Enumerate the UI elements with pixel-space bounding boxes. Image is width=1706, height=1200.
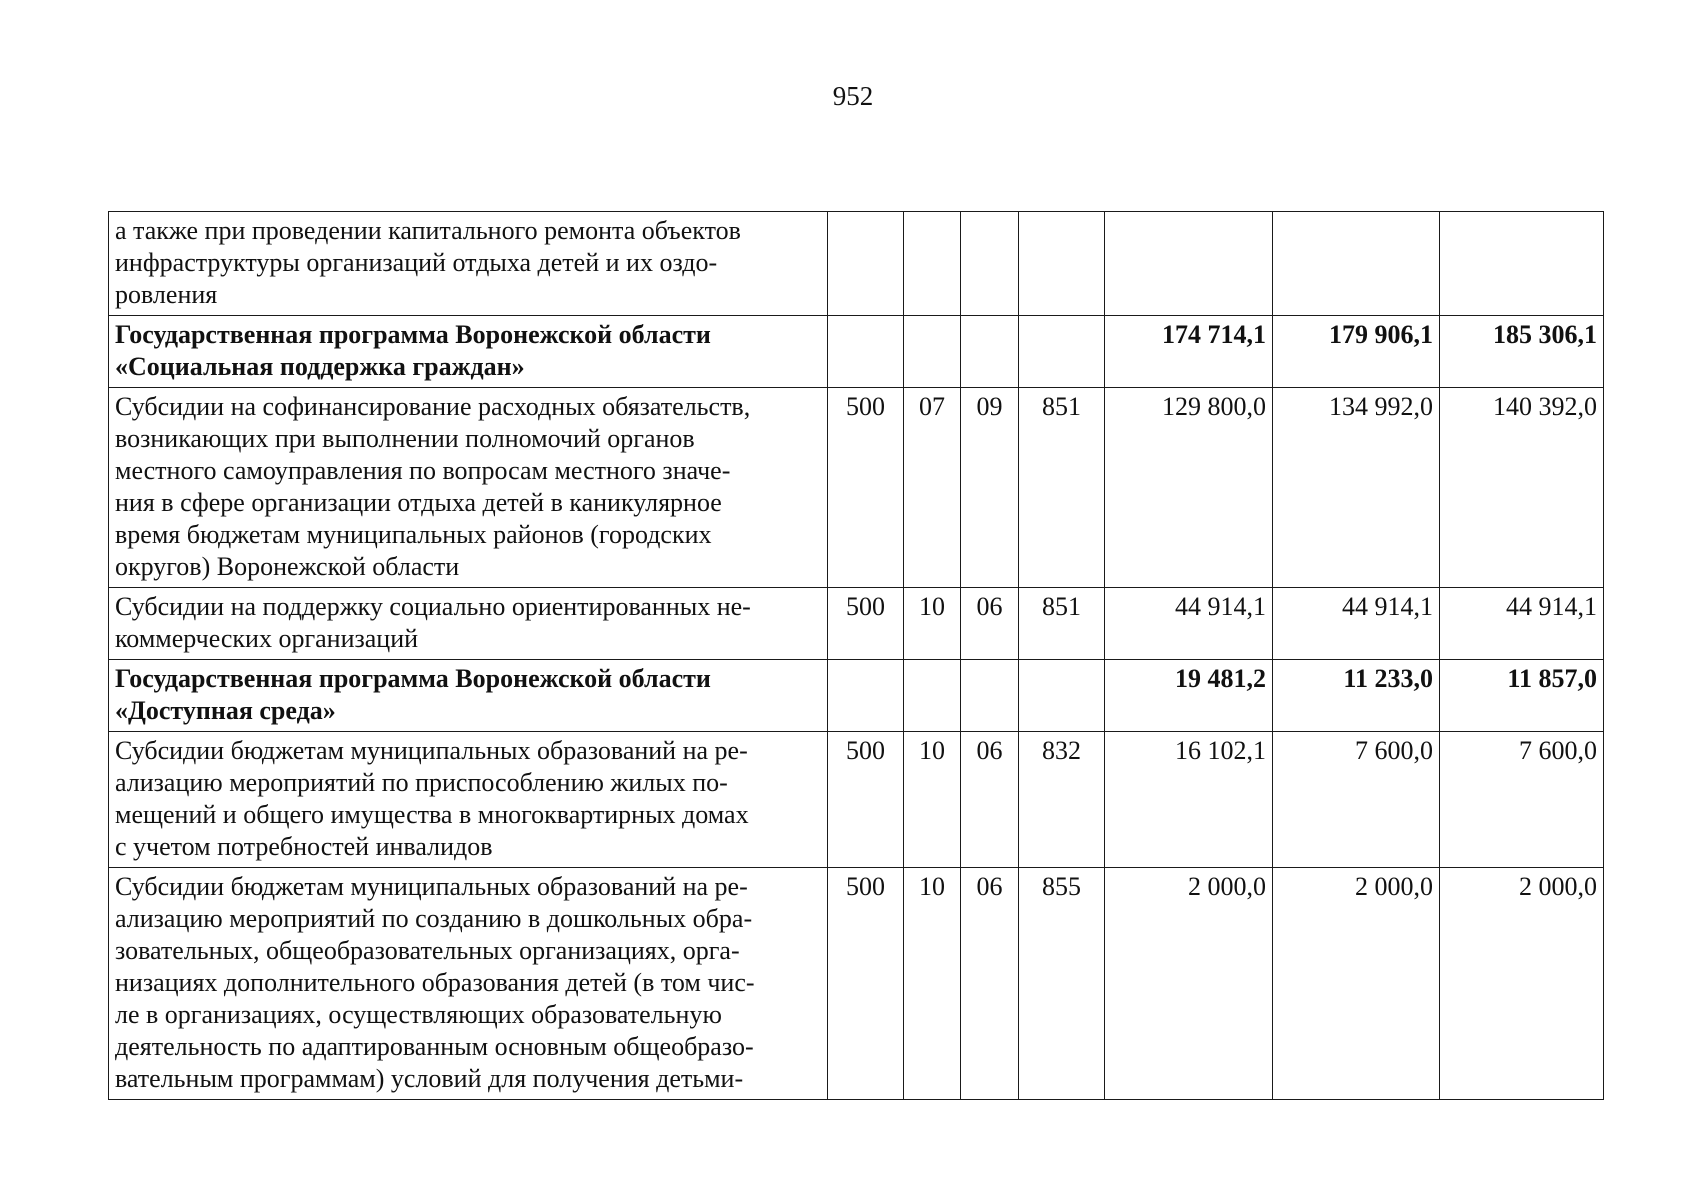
ministry-code-cell (828, 316, 904, 388)
year2-amount-cell: 179 906,1 (1273, 316, 1440, 388)
expense-name-cell (109, 316, 828, 388)
expense-name-line: ализацию мероприятий по созданию в дошкольных обра- (115, 904, 753, 933)
year1-amount-cell: 19 481,2 (1105, 660, 1273, 732)
year3-amount-cell: 11 857,0 (1440, 660, 1604, 732)
expense-name-line: возникающих при выполнении полномочий органов (115, 424, 695, 453)
year1-amount-cell (1105, 212, 1273, 316)
subsection-code-cell: 06 (961, 732, 1019, 868)
expense-name-cell (109, 388, 828, 588)
expense-name-line: Государственная программа Воронежской области (115, 664, 711, 693)
expense-name-line: мещений и общего имущества в многоквартирных домах (115, 800, 749, 829)
year3-amount-cell (1440, 212, 1604, 316)
section-code-cell (904, 316, 961, 388)
table-row (109, 588, 1604, 660)
ministry-code-cell: 500 (828, 388, 904, 588)
expense-type-cell: 851 (1019, 588, 1105, 660)
expense-name-cell (109, 660, 828, 732)
program-row (109, 316, 1604, 388)
year1-amount-cell: 2 000,0 (1105, 868, 1273, 1100)
table-row (109, 388, 1604, 588)
subsection-code-cell (961, 212, 1019, 316)
table-body (109, 212, 1604, 1100)
expense-name-line: ле в организациях, осуществляющих образовательную (115, 1000, 722, 1029)
expense-name-line: местного самоуправления по вопросам местного значе- (115, 456, 731, 485)
subsection-code-cell (961, 660, 1019, 732)
expense-name-line: с учетом потребностей инвалидов (115, 832, 493, 861)
program-row (109, 660, 1604, 732)
expense-name-cell (109, 732, 828, 868)
year1-amount-cell: 16 102,1 (1105, 732, 1273, 868)
expense-name-line: Субсидии бюджетам муниципальных образований на ре- (115, 736, 748, 765)
expense-name-line: а также при проведении капитального ремонта объектов (115, 216, 741, 245)
year2-amount-cell: 2 000,0 (1273, 868, 1440, 1100)
year1-amount-cell: 129 800,0 (1105, 388, 1273, 588)
year1-amount-cell: 174 714,1 (1105, 316, 1273, 388)
year3-amount-cell: 140 392,0 (1440, 388, 1604, 588)
expense-name-line: ализацию мероприятий по приспособлению жилых по- (115, 768, 728, 797)
table-row (109, 212, 1604, 316)
year3-amount-cell: 44 914,1 (1440, 588, 1604, 660)
ministry-code-cell: 500 (828, 588, 904, 660)
expense-name-cell (109, 868, 828, 1100)
ministry-code-cell (828, 212, 904, 316)
expense-type-cell: 851 (1019, 388, 1105, 588)
expense-name-line: Субсидии бюджетам муниципальных образований на ре- (115, 872, 748, 901)
subsection-code-cell: 06 (961, 588, 1019, 660)
ministry-code-cell: 500 (828, 868, 904, 1100)
expense-name-cell (109, 588, 828, 660)
subsection-code-cell: 06 (961, 868, 1019, 1100)
year2-amount-cell (1273, 212, 1440, 316)
expense-name-line: Субсидии на софинансирование расходных обязательств, (115, 392, 751, 421)
year2-amount-cell: 44 914,1 (1273, 588, 1440, 660)
table-row (109, 868, 1604, 1100)
ministry-code-cell (828, 660, 904, 732)
expense-name-cell (109, 212, 828, 316)
expense-name-line: деятельность по адаптированным основным общеобразо- (115, 1032, 754, 1061)
expense-name-line: «Доступная среда» (115, 696, 336, 725)
year3-amount-cell: 7 600,0 (1440, 732, 1604, 868)
year3-amount-cell: 185 306,1 (1440, 316, 1604, 388)
expense-name-line: Субсидии на поддержку социально ориентированных не- (115, 592, 751, 621)
year2-amount-cell: 7 600,0 (1273, 732, 1440, 868)
expense-name-line: время бюджетам муниципальных районов (городских (115, 520, 712, 549)
expense-type-cell (1019, 212, 1105, 316)
expense-name-line: коммерческих организаций (115, 624, 419, 653)
expense-name-line: «Социальная поддержка граждан» (115, 352, 525, 381)
expense-name-line: инфраструктуры организаций отдыха детей и их оздо- (115, 248, 718, 277)
budget-table (108, 211, 1604, 1100)
expense-type-cell (1019, 316, 1105, 388)
table-row (109, 732, 1604, 868)
expense-name-line: вательным программам) условий для получения детьми- (115, 1064, 744, 1093)
section-code-cell: 10 (904, 868, 961, 1100)
expense-type-cell: 855 (1019, 868, 1105, 1100)
page-number: 952 (832, 81, 874, 111)
year1-amount-cell: 44 914,1 (1105, 588, 1273, 660)
expense-type-cell (1019, 660, 1105, 732)
section-code-cell: 10 (904, 588, 961, 660)
expense-name-line: ровления (115, 280, 218, 309)
year2-amount-cell: 134 992,0 (1273, 388, 1440, 588)
year2-amount-cell: 11 233,0 (1273, 660, 1440, 732)
expense-name-line: Государственная программа Воронежской области (115, 320, 711, 349)
expense-name-line: ния в сфере организации отдыха детей в каникулярное (115, 488, 722, 517)
subsection-code-cell: 09 (961, 388, 1019, 588)
section-code-cell (904, 660, 961, 732)
expense-type-cell: 832 (1019, 732, 1105, 868)
year3-amount-cell: 2 000,0 (1440, 868, 1604, 1100)
expense-name-line: зовательных, общеобразовательных организациях, орга- (115, 936, 740, 965)
expense-name-line: низациях дополнительного образования детей (в том чис- (115, 968, 755, 997)
expense-name-line: округов) Воронежской области (115, 552, 460, 581)
section-code-cell: 10 (904, 732, 961, 868)
ministry-code-cell: 500 (828, 732, 904, 868)
subsection-code-cell (961, 316, 1019, 388)
section-code-cell: 07 (904, 388, 961, 588)
section-code-cell (904, 212, 961, 316)
